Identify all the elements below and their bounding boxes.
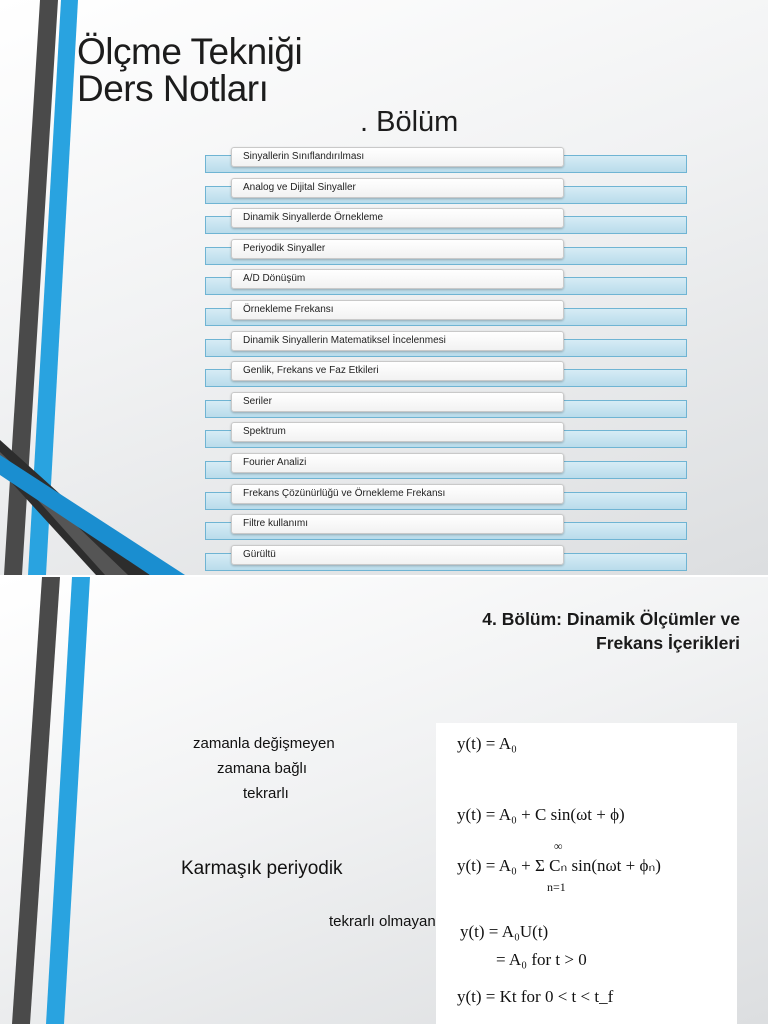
topic-item: Spektrum xyxy=(231,422,564,442)
topic-item: Frekans Çözünürlüğü ve Örnekleme Frekansı xyxy=(231,484,564,504)
formula-fourier-series: y(t) = A₀ + Σ Cₙ sin(nωt + ϕₙ) xyxy=(457,856,661,875)
chapter-label: . Bölüm xyxy=(360,106,459,138)
topic-item: Seriler xyxy=(231,392,564,412)
topic-item: Örnekleme Frekansı xyxy=(231,300,564,320)
label-aperiodic: tekrarlı olmayan xyxy=(329,913,436,930)
topic-item: Genlik, Frekans ve Faz Etkileri xyxy=(231,361,564,381)
topic-item: A/D Dönüşüm xyxy=(231,269,564,289)
label-time-invariant: zamanla değişmeyen xyxy=(193,735,335,752)
sum-lower-limit: n=1 xyxy=(547,880,566,894)
formula-step-condition: = A₀ for t > 0 xyxy=(496,950,587,969)
label-complex-periodic: Karmaşık periyodik xyxy=(181,858,343,879)
slide-title xyxy=(482,607,740,655)
title-line-1: Ölçme Tekniği xyxy=(77,31,303,72)
formula-sinusoid: y(t) = A₀ + C sin(ωt + ϕ) xyxy=(457,805,625,824)
topic-item: Periyodik Sinyaller xyxy=(231,239,564,259)
formula-ramp: y(t) = Kt for 0 < t < t_f xyxy=(457,987,614,1006)
sum-upper-limit: ∞ xyxy=(554,839,563,853)
topic-item: Gürültü xyxy=(231,545,564,565)
topic-item: Fourier Analizi xyxy=(231,453,564,473)
slide-title xyxy=(77,33,302,107)
formula-constant: y(t) = A₀ xyxy=(457,734,517,753)
formula-step: y(t) = A₀U(t) xyxy=(460,922,549,941)
slide-2 xyxy=(0,577,768,1024)
topic-item: Analog ve Dijital Sinyaller xyxy=(231,178,564,198)
topic-item: Dinamik Sinyallerde Örnekleme xyxy=(231,208,564,228)
title-line-2: Frekans İçerikleri xyxy=(596,633,740,653)
formula-panel xyxy=(436,723,737,1024)
topic-item: Filtre kullanımı xyxy=(231,514,564,534)
topic-item: Sinyallerin Sınıflandırılması xyxy=(231,147,564,167)
topic-item: Dinamik Sinyallerin Matematiksel İncelenmesi xyxy=(231,331,564,351)
label-periodic: tekrarlı xyxy=(243,785,289,802)
label-time-dependent: zamana bağlı xyxy=(217,760,308,777)
title-line-2: Ders Notları xyxy=(77,68,269,109)
title-line-1: 4. Bölüm: Dinamik Ölçümler ve xyxy=(482,609,740,629)
